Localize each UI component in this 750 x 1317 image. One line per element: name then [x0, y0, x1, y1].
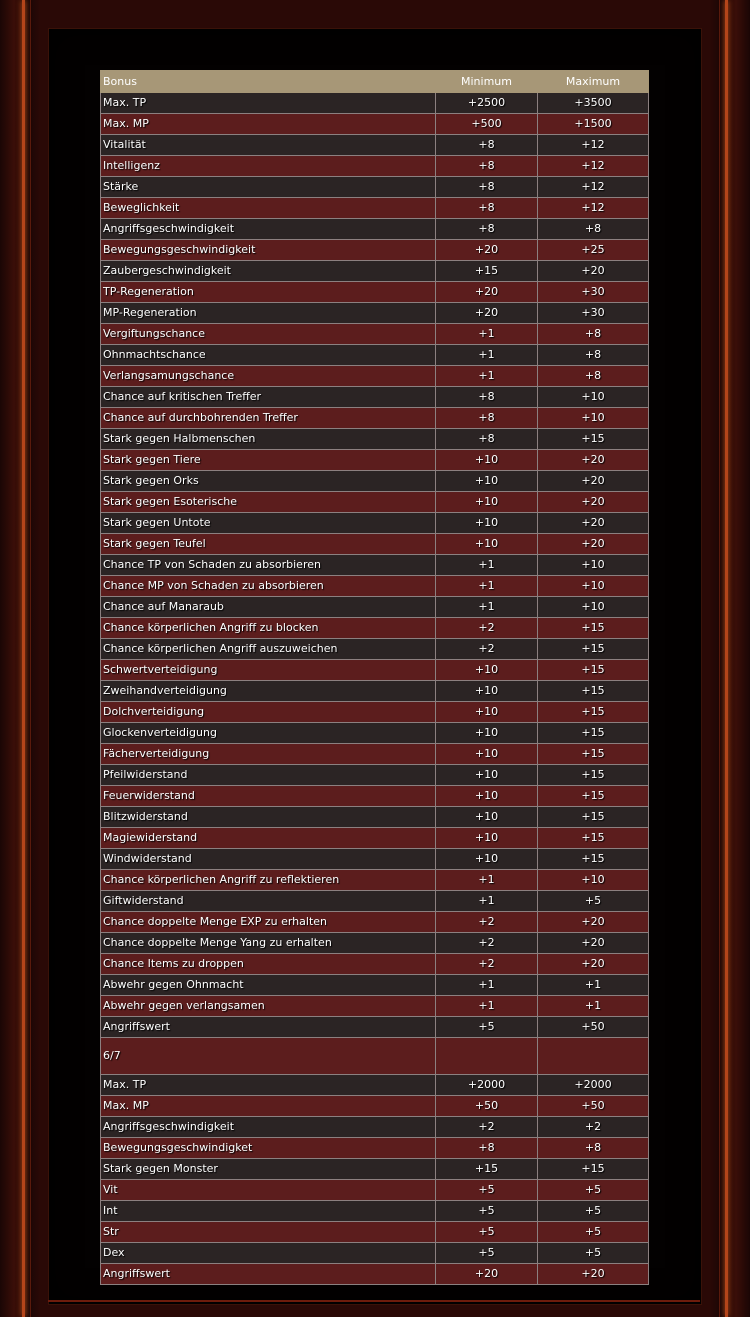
- minimum-value-cell: +8: [436, 156, 538, 177]
- table-row: [101, 198, 649, 219]
- bonus-name-cell: Angriffsgeschwindigkeit: [101, 219, 436, 240]
- empty-cell: [436, 1038, 538, 1075]
- maximum-value-cell: +8: [538, 219, 649, 240]
- minimum-value-cell: +1: [436, 975, 538, 996]
- minimum-value-cell: +15: [436, 261, 538, 282]
- bonus-name-cell: Magiewiderstand: [101, 828, 436, 849]
- minimum-value-cell: +5: [436, 1180, 538, 1201]
- bonus-name-cell: MP-Regeneration: [101, 303, 436, 324]
- table-row: [101, 912, 649, 933]
- minimum-value-cell: +5: [436, 1017, 538, 1038]
- table-row: [101, 1017, 649, 1038]
- table-row: [101, 324, 649, 345]
- minimum-value-cell: +8: [436, 198, 538, 219]
- maximum-value-cell: +15: [538, 639, 649, 660]
- minimum-value-cell: +20: [436, 1264, 538, 1285]
- table-row: [101, 450, 649, 471]
- maximum-value-cell: +10: [538, 387, 649, 408]
- table-row: [101, 765, 649, 786]
- minimum-value-cell: +2: [436, 933, 538, 954]
- bonus-table: [100, 70, 649, 1285]
- bonus-name-cell: Chance körperlichen Angriff zu blocken: [101, 618, 436, 639]
- bonus-name-cell: Abwehr gegen verlangsamen: [101, 996, 436, 1017]
- maximum-value-cell: +10: [538, 408, 649, 429]
- maximum-value-cell: +15: [538, 807, 649, 828]
- bonus-name-cell: Schwertverteidigung: [101, 660, 436, 681]
- minimum-value-cell: +10: [436, 492, 538, 513]
- minimum-value-cell: +8: [436, 135, 538, 156]
- table-row: [101, 1201, 649, 1222]
- minimum-value-cell: +10: [436, 723, 538, 744]
- minimum-value-cell: +2: [436, 954, 538, 975]
- minimum-value-cell: +2: [436, 1117, 538, 1138]
- table-row: [101, 345, 649, 366]
- frame-edge-left-inner: [30, 0, 31, 1317]
- bonus-name-cell: Stark gegen Tiere: [101, 450, 436, 471]
- bonus-name-cell: Chance MP von Schaden zu absorbieren: [101, 576, 436, 597]
- bonus-name-cell: Max. TP: [101, 93, 436, 114]
- bonus-name-cell: Max. MP: [101, 1096, 436, 1117]
- maximum-value-cell: +20: [538, 513, 649, 534]
- maximum-value-cell: +15: [538, 828, 649, 849]
- bonus-name-cell: Zweihandverteidigung: [101, 681, 436, 702]
- table-row: [101, 1243, 649, 1264]
- table-row: [101, 954, 649, 975]
- maximum-value-cell: +30: [538, 282, 649, 303]
- bonus-name-cell: TP-Regeneration: [101, 282, 436, 303]
- panel-divider: [48, 1300, 700, 1302]
- minimum-value-cell: +500: [436, 114, 538, 135]
- minimum-value-cell: +20: [436, 282, 538, 303]
- maximum-value-cell: +10: [538, 870, 649, 891]
- table-row: [101, 492, 649, 513]
- bonus-name-cell: Angriffswert: [101, 1264, 436, 1285]
- maximum-value-cell: +8: [538, 1138, 649, 1159]
- bonus-name-cell: Pfeilwiderstand: [101, 765, 436, 786]
- table-row: [101, 639, 649, 660]
- bonus-name-cell: Angriffsgeschwindigkeit: [101, 1117, 436, 1138]
- bonus-name-cell: Angriffswert: [101, 1017, 436, 1038]
- table-row: [101, 555, 649, 576]
- maximum-value-cell: +15: [538, 744, 649, 765]
- table-row: [101, 1075, 649, 1096]
- maximum-value-cell: +25: [538, 240, 649, 261]
- bonus-name-cell: Chance doppelte Menge Yang zu erhalten: [101, 933, 436, 954]
- maximum-value-cell: +20: [538, 534, 649, 555]
- maximum-value-cell: +5: [538, 1222, 649, 1243]
- minimum-value-cell: +10: [436, 471, 538, 492]
- table-row: [101, 576, 649, 597]
- maximum-value-cell: +20: [538, 492, 649, 513]
- table-row: [101, 261, 649, 282]
- bonus-name-cell: Stark gegen Halbmenschen: [101, 429, 436, 450]
- table-row: [101, 1222, 649, 1243]
- bonus-name-cell: Zaubergeschwindigkeit: [101, 261, 436, 282]
- table-row: [101, 681, 649, 702]
- maximum-value-cell: +50: [538, 1017, 649, 1038]
- maximum-value-cell: +20: [538, 471, 649, 492]
- bonus-name-cell: Chance körperlichen Angriff auszuweichen: [101, 639, 436, 660]
- maximum-value-cell: +12: [538, 177, 649, 198]
- minimum-value-cell: +10: [436, 702, 538, 723]
- maximum-value-cell: +15: [538, 849, 649, 870]
- minimum-value-cell: +1: [436, 345, 538, 366]
- table-row: [101, 1159, 649, 1180]
- minimum-value-cell: +1: [436, 324, 538, 345]
- minimum-value-cell: +1: [436, 555, 538, 576]
- table-row: [101, 429, 649, 450]
- table-row: [101, 828, 649, 849]
- maximum-value-cell: +2: [538, 1117, 649, 1138]
- maximum-value-cell: +5: [538, 1201, 649, 1222]
- table-row: [101, 996, 649, 1017]
- empty-cell: [538, 1038, 649, 1075]
- table-row: [101, 1180, 649, 1201]
- maximum-value-cell: +20: [538, 1264, 649, 1285]
- maximum-value-cell: +10: [538, 576, 649, 597]
- minimum-value-cell: +2: [436, 618, 538, 639]
- minimum-value-cell: +15: [436, 1159, 538, 1180]
- maximum-value-cell: +20: [538, 261, 649, 282]
- minimum-value-cell: +8: [436, 429, 538, 450]
- minimum-value-cell: +5: [436, 1222, 538, 1243]
- table-row: [101, 387, 649, 408]
- bonus-name-cell: Chance auf Manaraub: [101, 597, 436, 618]
- maximum-value-cell: +8: [538, 366, 649, 387]
- bonus-name-cell: Stark gegen Orks: [101, 471, 436, 492]
- minimum-value-cell: +20: [436, 240, 538, 261]
- maximum-value-cell: +20: [538, 933, 649, 954]
- minimum-value-cell: +1: [436, 870, 538, 891]
- minimum-value-cell: +1: [436, 891, 538, 912]
- maximum-value-cell: +15: [538, 702, 649, 723]
- bonus-name-cell: Str: [101, 1222, 436, 1243]
- bonus-name-cell: Chance doppelte Menge EXP zu erhalten: [101, 912, 436, 933]
- column-header-maximum: Maximum: [538, 71, 649, 93]
- table-row: [101, 849, 649, 870]
- table-row: [101, 114, 649, 135]
- bonus-name-cell: Verlangsamungschance: [101, 366, 436, 387]
- minimum-value-cell: +8: [436, 1138, 538, 1159]
- minimum-value-cell: +10: [436, 534, 538, 555]
- frame-edge-right: [725, 0, 728, 1317]
- bonus-name-cell: Blitzwiderstand: [101, 807, 436, 828]
- minimum-value-cell: +8: [436, 387, 538, 408]
- table-row: [101, 807, 649, 828]
- maximum-value-cell: +5: [538, 891, 649, 912]
- table-row: [101, 219, 649, 240]
- bonus-name-cell: Fächerverteidigung: [101, 744, 436, 765]
- minimum-value-cell: +8: [436, 408, 538, 429]
- bonus-name-cell: Chance TP von Schaden zu absorbieren: [101, 555, 436, 576]
- table-row: [101, 1264, 649, 1285]
- minimum-value-cell: +2: [436, 639, 538, 660]
- table-row: [101, 408, 649, 429]
- table-row: [101, 471, 649, 492]
- maximum-value-cell: +3500: [538, 93, 649, 114]
- column-header-minimum: Minimum: [436, 71, 538, 93]
- bonus-name-cell: Intelligenz: [101, 156, 436, 177]
- bonus-name-cell: Dolchverteidigung: [101, 702, 436, 723]
- minimum-value-cell: +20: [436, 303, 538, 324]
- bonus-name-cell: Bewegungsgeschwindigkeit: [101, 240, 436, 261]
- bonus-name-cell: Dex: [101, 1243, 436, 1264]
- minimum-value-cell: +5: [436, 1243, 538, 1264]
- minimum-value-cell: +1: [436, 366, 538, 387]
- maximum-value-cell: +15: [538, 429, 649, 450]
- bonus-name-cell: Ohnmachtschance: [101, 345, 436, 366]
- table-row: [101, 177, 649, 198]
- table-row: [101, 240, 649, 261]
- bonus-name-cell: Int: [101, 1201, 436, 1222]
- maximum-value-cell: +1: [538, 975, 649, 996]
- bonus-name-cell: Chance auf kritischen Treffer: [101, 387, 436, 408]
- table-row: [101, 534, 649, 555]
- minimum-value-cell: +10: [436, 765, 538, 786]
- minimum-value-cell: +2500: [436, 93, 538, 114]
- table-row: [101, 660, 649, 681]
- minimum-value-cell: +10: [436, 744, 538, 765]
- maximum-value-cell: +5: [538, 1180, 649, 1201]
- table-row: [101, 702, 649, 723]
- minimum-value-cell: +10: [436, 450, 538, 471]
- table-row: [101, 744, 649, 765]
- maximum-value-cell: +1500: [538, 114, 649, 135]
- maximum-value-cell: +10: [538, 555, 649, 576]
- bonus-name-cell: Chance auf durchbohrenden Treffer: [101, 408, 436, 429]
- bonus-name-cell: Vit: [101, 1180, 436, 1201]
- minimum-value-cell: +10: [436, 786, 538, 807]
- minimum-value-cell: +8: [436, 177, 538, 198]
- table-row: [101, 933, 649, 954]
- maximum-value-cell: +12: [538, 156, 649, 177]
- minimum-value-cell: +1: [436, 996, 538, 1017]
- bonus-name-cell: Abwehr gegen Ohnmacht: [101, 975, 436, 996]
- table-row: [101, 597, 649, 618]
- table-row: [101, 135, 649, 156]
- minimum-value-cell: +1: [436, 597, 538, 618]
- bonus-name-cell: Bewegungsgeschwindigket: [101, 1138, 436, 1159]
- maximum-value-cell: +20: [538, 912, 649, 933]
- bonus-name-cell: Chance körperlichen Angriff zu reflektieren: [101, 870, 436, 891]
- table-row: [101, 891, 649, 912]
- bonus-name-cell: Stark gegen Untote: [101, 513, 436, 534]
- table-row: [101, 303, 649, 324]
- frame-edge-left: [22, 0, 25, 1317]
- bonus-name-cell: Stärke: [101, 177, 436, 198]
- maximum-value-cell: +12: [538, 198, 649, 219]
- bonus-name-cell: Vergiftungschance: [101, 324, 436, 345]
- bonus-name-cell: Feuerwiderstand: [101, 786, 436, 807]
- bonus-name-cell: Stark gegen Teufel: [101, 534, 436, 555]
- table-row: [101, 786, 649, 807]
- minimum-value-cell: +10: [436, 681, 538, 702]
- maximum-value-cell: +10: [538, 597, 649, 618]
- bonus-name-cell: Glockenverteidigung: [101, 723, 436, 744]
- table-row: [101, 282, 649, 303]
- column-header-bonus: Bonus: [101, 71, 436, 93]
- bonus-name-cell: Windwiderstand: [101, 849, 436, 870]
- maximum-value-cell: +8: [538, 324, 649, 345]
- maximum-value-cell: +50: [538, 1096, 649, 1117]
- section-title: 6/7: [101, 1038, 436, 1075]
- maximum-value-cell: +15: [538, 660, 649, 681]
- minimum-value-cell: +5: [436, 1201, 538, 1222]
- bonus-name-cell: Stark gegen Monster: [101, 1159, 436, 1180]
- bonus-name-cell: Stark gegen Esoterische: [101, 492, 436, 513]
- table-row: [101, 366, 649, 387]
- minimum-value-cell: +10: [436, 828, 538, 849]
- bonus-name-cell: Giftwiderstand: [101, 891, 436, 912]
- table-row: [101, 156, 649, 177]
- maximum-value-cell: +15: [538, 765, 649, 786]
- table-row: [101, 870, 649, 891]
- table-row: [101, 1138, 649, 1159]
- minimum-value-cell: +10: [436, 513, 538, 534]
- maximum-value-cell: +15: [538, 1159, 649, 1180]
- maximum-value-cell: +20: [538, 954, 649, 975]
- table-row: [101, 1117, 649, 1138]
- maximum-value-cell: +1: [538, 996, 649, 1017]
- table-row: [101, 723, 649, 744]
- maximum-value-cell: +15: [538, 723, 649, 744]
- maximum-value-cell: +2000: [538, 1075, 649, 1096]
- table-row: [101, 513, 649, 534]
- maximum-value-cell: +20: [538, 450, 649, 471]
- table-row: [101, 975, 649, 996]
- bonus-name-cell: Vitalität: [101, 135, 436, 156]
- bonus-name-cell: Max. TP: [101, 1075, 436, 1096]
- bonus-name-cell: Max. MP: [101, 114, 436, 135]
- table-row: [101, 618, 649, 639]
- bonus-name-cell: Chance Items zu droppen: [101, 954, 436, 975]
- minimum-value-cell: +2000: [436, 1075, 538, 1096]
- maximum-value-cell: +5: [538, 1243, 649, 1264]
- frame-edge-right-inner: [719, 0, 720, 1317]
- table-header-row: [101, 71, 649, 93]
- minimum-value-cell: +10: [436, 807, 538, 828]
- maximum-value-cell: +15: [538, 681, 649, 702]
- minimum-value-cell: +10: [436, 849, 538, 870]
- table-row: [101, 93, 649, 114]
- maximum-value-cell: +30: [538, 303, 649, 324]
- bonus-name-cell: Beweglichkeit: [101, 198, 436, 219]
- minimum-value-cell: +2: [436, 912, 538, 933]
- table-body: [101, 93, 649, 1285]
- maximum-value-cell: +8: [538, 345, 649, 366]
- minimum-value-cell: +8: [436, 219, 538, 240]
- table-row: [101, 1096, 649, 1117]
- maximum-value-cell: +15: [538, 786, 649, 807]
- maximum-value-cell: +12: [538, 135, 649, 156]
- minimum-value-cell: +50: [436, 1096, 538, 1117]
- section-header-row: [101, 1038, 649, 1075]
- minimum-value-cell: +10: [436, 660, 538, 681]
- maximum-value-cell: +15: [538, 618, 649, 639]
- minimum-value-cell: +1: [436, 576, 538, 597]
